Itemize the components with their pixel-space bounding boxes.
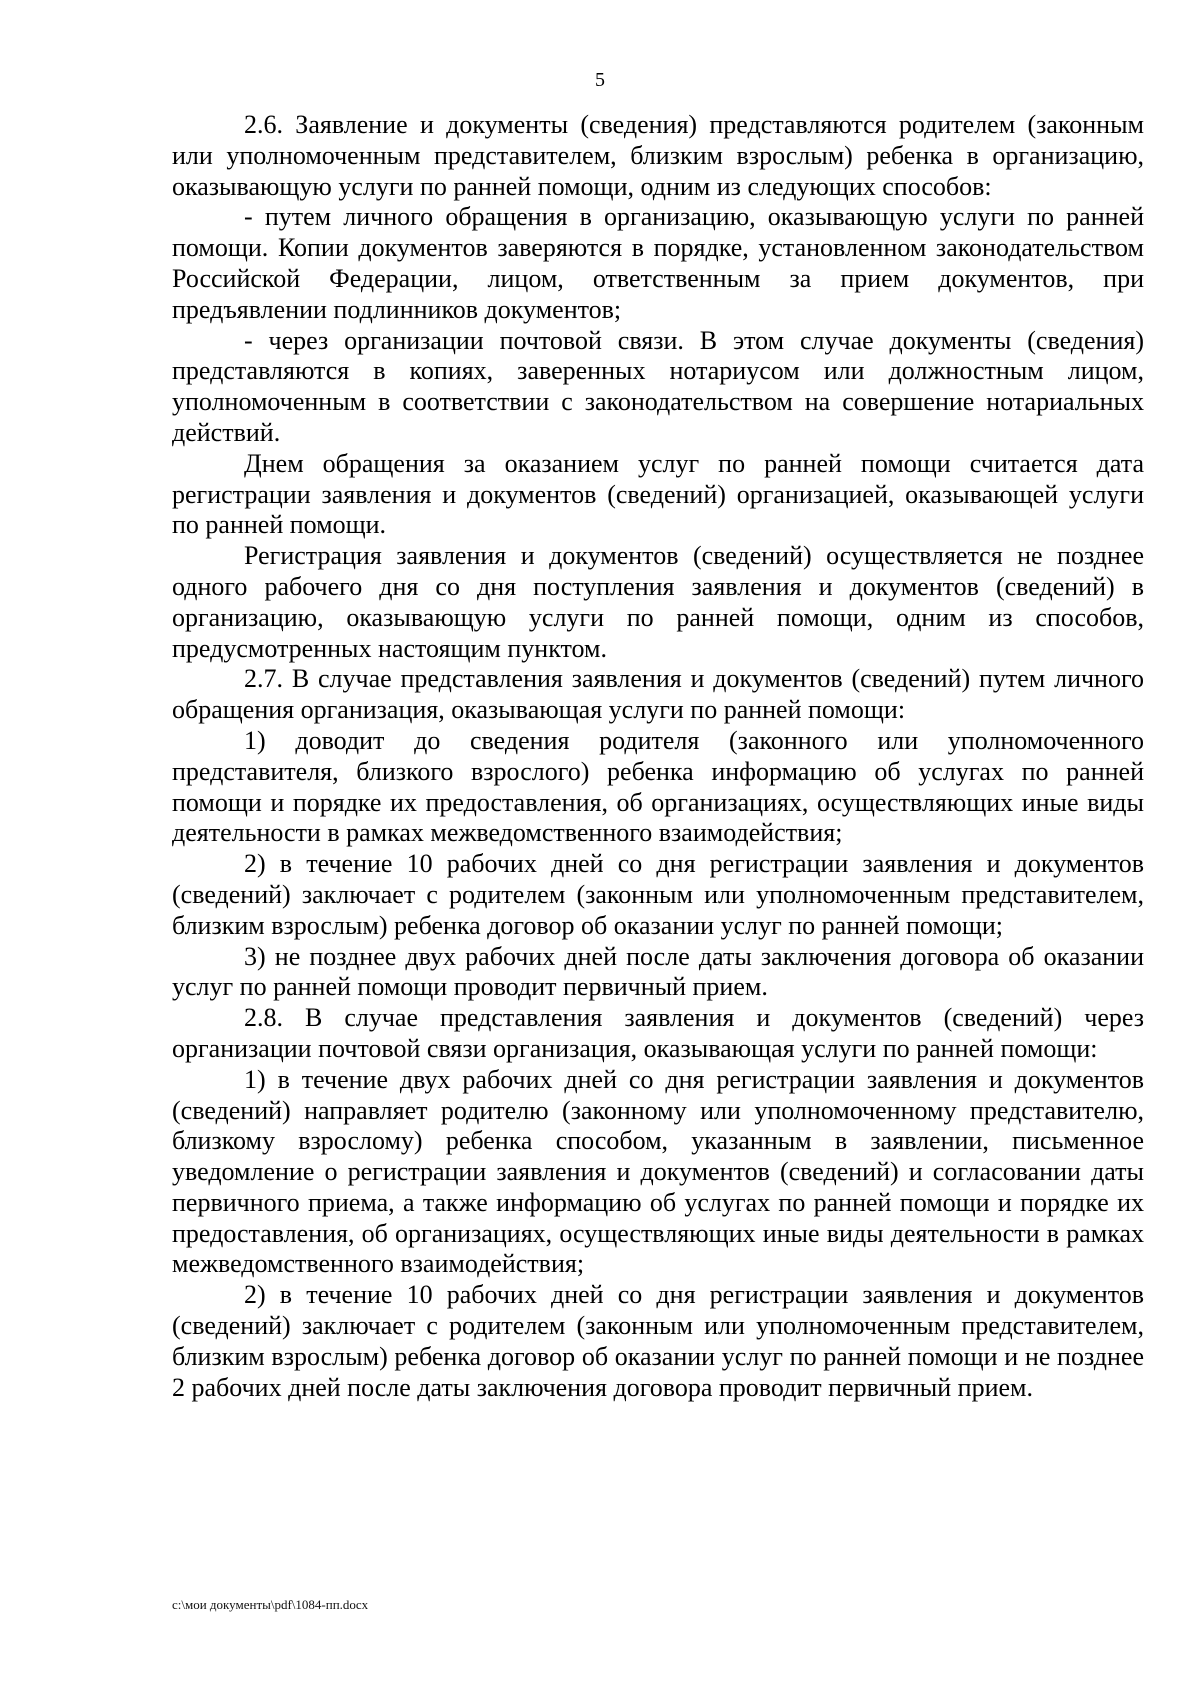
- page-number: 5: [595, 69, 605, 91]
- list-item-2-7-3: 3) не позднее двух рабочих дней после даты заключения договора об оказании услуг по ранней помощи проводит первичный прием.: [172, 941, 1144, 1002]
- paragraph-2-6: 2.6. Заявление и документы (сведения) представляются родителем (законным или уполномоченным представителем, близким взрослым) ребенка в организацию, оказывающую услуги по ранней помощи, одним из следующих способов:: [172, 110, 1144, 201]
- paragraph-registration: Регистрация заявления и документов (сведений) осуществляется не позднее одного рабочего дня со дня поступления заявления и документов (сведений) в организацию, оказывающую услуги по ранней помощи, одним из способов, предусмотренных настоящим пунктом.: [172, 541, 1144, 663]
- list-item-2-8-1: 1) в течение двух рабочих дней со дня регистрации заявления и документов (сведений) направляет родителю (законному или уполномоченному представителю, близкому взрослому) ребенка способом, указанным в заявлении, письменное уведомление о регистрации заявления и документов (сведений) и согласовании даты первичного приема, а также информацию об услугах по ранней помощи и порядке их предоставления, об организациях, осуществляющих иные виды деятельности в рамках межведомственного взаимодействия;: [172, 1064, 1144, 1279]
- list-item-2-8-2: 2) в течение 10 рабочих дней со дня регистрации заявления и документов (сведений) заключает с родителем (законным или уполномоченным представителем, близким взрослым) ребенка договор об оказании услуг по ранней помощи и не позднее 2 рабочих дней после даты заключения договора проводит первичный прием.: [172, 1280, 1144, 1402]
- paragraph-2-7: 2.7. В случае представления заявления и документов (сведений) путем личного обращения организация, оказывающая услуги по ранней помощи:: [172, 664, 1144, 725]
- list-item-2-7-1: 1) доводит до сведения родителя (законного или уполномоченного представителя, близкого взрослого) ребенка информацию об услугах по ранней помощи и порядке их предоставления, об организациях, осуществляющих иные виды деятельности в рамках межведомственного взаимодействия;: [172, 725, 1144, 848]
- paragraph-2-8: 2.8. В случае представления заявления и документов (сведений) через организации почтовой связи организация, оказывающая услуги по ранней помощи:: [172, 1003, 1144, 1063]
- list-item-2-7-2: 2) в течение 10 рабочих дней со дня регистрации заявления и документов (сведений) заключает с родителем (законным или уполномоченным представителем, близким взрослым) ребенка договор об оказании услуг по ранней помощи;: [172, 849, 1144, 940]
- list-item-personal-visit: - путем личного обращения в организацию, оказывающую услуги по ранней помощи. Копии документов заверяются в порядке, установленном законодательством Российской Федерации, лицом, ответственным за прием документов, при предъявлении подлинников документов;: [172, 202, 1144, 324]
- paragraph-application-day: Днем обращения за оказанием услуг по ранней помощи считается дата регистрации заявления и документов (сведений) организацией, оказывающей услуги по ранней помощи.: [172, 448, 1144, 540]
- footer-file-path: c:\мои документы\pdf\1084-пп.docx: [172, 1597, 369, 1612]
- document-body: [172, 110, 1144, 1403]
- list-item-postal: - через организации почтовой связи. В этом случае документы (сведения) представляются в копиях, заверенных нотариусом или должностным лицом, уполномоченным в соответствии с законодательством на совершение нотариальных действий.: [172, 325, 1144, 447]
